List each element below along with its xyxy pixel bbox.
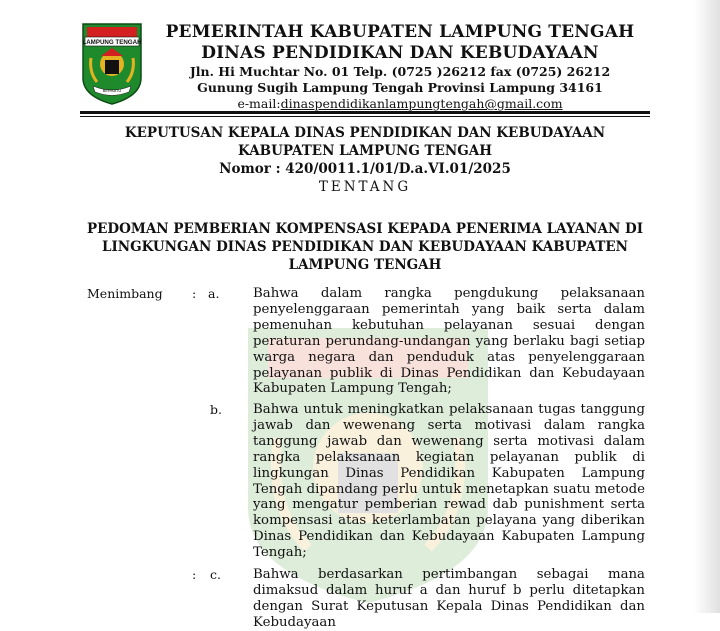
address-line-1: Jln. Hi Muchtar No. 01 Telp. (0725 )26212 fax (0725) 26212 [189, 64, 611, 79]
subject-line-2: LINGKUNGAN DINAS PENDIDIKAN DAN KEBUDAYAAN KABUPATEN [101, 239, 629, 255]
lampung-tengah-emblem [81, 22, 143, 106]
emblem-icon [81, 22, 143, 106]
item-c-text: Bahwa berdasarkan pertimbangan sebagai mana dimaksud dalam huruf a dan huruf b perlu ditetapkan dengan Surat Keputusan Kepala Dinas Pendidikan dan Kebudayaan [253, 567, 645, 630]
item-a-text: Bahwa dalam rangka pengdukung pelaksanaan penyelenggaraan pemerintah yang baik serta dalam pemenuhan kebutuhan pelayanan sesuai dengan peraturan perundang-undangan yang berlaku bagi setiap warga negara dan penduduk atas penyelenggaraan pelayanan publik di Dinas Pendidikan dan Kebudayaan Kabupaten Lampung Tengah; [253, 286, 645, 397]
item-c-marker: c. [210, 567, 221, 582]
considering-colon: : [192, 286, 197, 301]
subject-title [80, 220, 650, 274]
decision-line-2: KABUPATEN LAMPUNG TENGAH [238, 143, 492, 159]
subject-line-3: LAMPUNG TENGAH [288, 257, 442, 273]
emblem-banner-text: LAMPUNG TENGAH [82, 39, 142, 46]
government-name: PEMERINTAH KABUPATEN LAMPUNG TENGAH [165, 22, 635, 42]
email-line [150, 96, 650, 112]
decision-line-1: KEPUTUSAN KEPALA DINAS PENDIDIKAN DAN KEBUDAYAAN [124, 125, 606, 141]
item-c-colon: : [192, 567, 197, 582]
considering-label: Menimbang [87, 286, 163, 301]
about-heading: TENTANG [318, 179, 412, 195]
email-link[interactable]: dinaspendidikanlampungtengah@gmail.com [280, 96, 563, 111]
header-rule-thin [80, 116, 650, 117]
letterhead [150, 22, 650, 112]
page-edge-shadow [694, 0, 720, 613]
decision-number: Nomor : 420/0011.1/01/D.a.VI.01/2025 [219, 161, 511, 177]
agency-name: DINAS PENDIDIKAN DAN KEBUDAYAAN [201, 43, 599, 63]
item-b-marker: b. [210, 402, 222, 417]
email-label: e-mail: [237, 96, 281, 111]
item-a-marker: a. [208, 286, 220, 301]
item-b-text: Bahwa untuk meningkatkan pelaksanaan tugas tanggung jawab dan wewenang serta motivasi dalam rangka tanggung jawab dan wewenang serta motivasi dalam rangka pelaksanaan kegiatan pelayanan publik di lingkungan Dinas Pendidikan Kabupaten Lampung Tengah dipandang perlu untuk menetapkan suatu metode yang mengatur pemberian rewad dab punishment serta kompensasi atas keterlambatan pelayana yang diberikan Dinas Pendidikan dan Kebudayaan Kabupaten Lampung Tengah; [253, 402, 645, 561]
header-rule-thick [80, 111, 650, 114]
decision-title [80, 124, 650, 178]
subject-line-1: PEDOMAN PEMBERIAN KOMPENSASI KEPADA PENERIMA LAYANAN DI [86, 221, 644, 237]
emblem-ribbon-text: BERSATU [102, 88, 122, 93]
address-line-2: Gunung Sugih Lampung Tengah Provinsi Lampung 34161 [197, 80, 603, 95]
